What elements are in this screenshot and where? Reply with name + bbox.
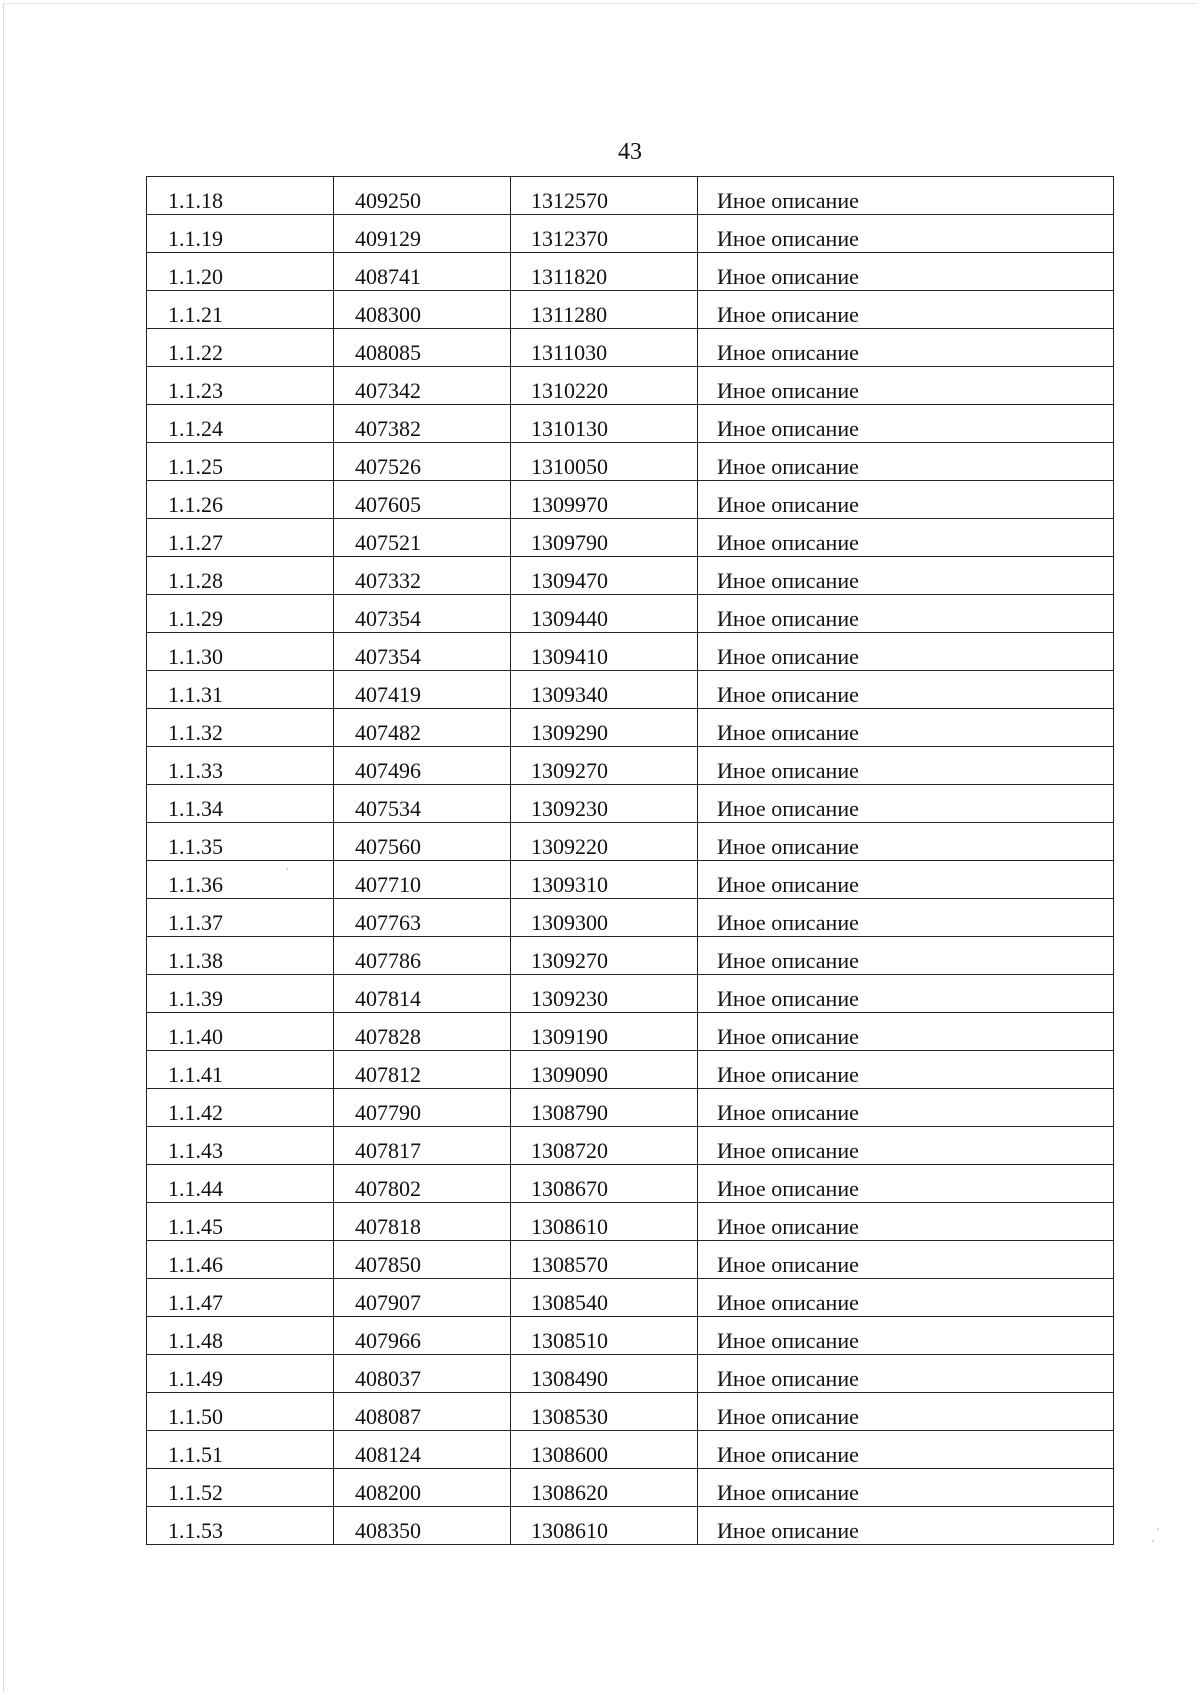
y-coordinate-cell: 1309300 — [511, 899, 698, 937]
x-coordinate-cell: 407496 — [334, 747, 511, 785]
y-coordinate-cell: 1309970 — [511, 481, 698, 519]
description-cell: Иное описание — [698, 291, 1114, 329]
description-cell: Иное описание — [698, 215, 1114, 253]
x-coordinate-cell: 407342 — [334, 367, 511, 405]
x-coordinate-cell: 407814 — [334, 975, 511, 1013]
point-number-cell: 1.1.42 — [147, 1089, 334, 1127]
x-coordinate-cell: 408300 — [334, 291, 511, 329]
y-coordinate-cell: 1308610 — [511, 1507, 698, 1545]
y-coordinate-cell: 1309270 — [511, 747, 698, 785]
point-number-cell: 1.1.29 — [147, 595, 334, 633]
point-number-cell: 1.1.46 — [147, 1241, 334, 1279]
y-coordinate-cell: 1308720 — [511, 1127, 698, 1165]
scan-speck — [286, 868, 288, 870]
point-number-cell: 1.1.50 — [147, 1393, 334, 1431]
description-cell: Иное описание — [698, 633, 1114, 671]
description-cell: Иное описание — [698, 1279, 1114, 1317]
description-cell: Иное описание — [698, 405, 1114, 443]
point-number-cell: 1.1.38 — [147, 937, 334, 975]
y-coordinate-cell: 1308790 — [511, 1089, 698, 1127]
table-row — [147, 975, 1114, 1013]
table-row — [147, 937, 1114, 975]
table-row — [147, 253, 1114, 291]
y-coordinate-cell: 1309340 — [511, 671, 698, 709]
y-coordinate-cell: 1308540 — [511, 1279, 698, 1317]
x-coordinate-cell: 407419 — [334, 671, 511, 709]
table-row — [147, 443, 1114, 481]
table-row — [147, 1089, 1114, 1127]
point-number-cell: 1.1.32 — [147, 709, 334, 747]
description-cell: Иное описание — [698, 1013, 1114, 1051]
table-row — [147, 1469, 1114, 1507]
y-coordinate-cell: 1310130 — [511, 405, 698, 443]
table-row — [147, 1279, 1114, 1317]
x-coordinate-cell: 408741 — [334, 253, 511, 291]
point-number-cell: 1.1.21 — [147, 291, 334, 329]
description-cell: Иное описание — [698, 443, 1114, 481]
table-row — [147, 291, 1114, 329]
point-number-cell: 1.1.36 — [147, 861, 334, 899]
y-coordinate-cell: 1310050 — [511, 443, 698, 481]
y-coordinate-cell: 1308670 — [511, 1165, 698, 1203]
coordinates-table — [146, 176, 1114, 1545]
x-coordinate-cell: 407560 — [334, 823, 511, 861]
table-row — [147, 1241, 1114, 1279]
y-coordinate-cell: 1309090 — [511, 1051, 698, 1089]
point-number-cell: 1.1.45 — [147, 1203, 334, 1241]
x-coordinate-cell: 407521 — [334, 519, 511, 557]
table-row — [147, 785, 1114, 823]
table-row — [147, 823, 1114, 861]
y-coordinate-cell: 1308530 — [511, 1393, 698, 1431]
table-row — [147, 1317, 1114, 1355]
point-number-cell: 1.1.43 — [147, 1127, 334, 1165]
point-number-cell: 1.1.52 — [147, 1469, 334, 1507]
description-cell: Иное описание — [698, 1089, 1114, 1127]
x-coordinate-cell: 407802 — [334, 1165, 511, 1203]
x-coordinate-cell: 407966 — [334, 1317, 511, 1355]
table-row — [147, 329, 1114, 367]
point-number-cell: 1.1.51 — [147, 1431, 334, 1469]
table-row — [147, 405, 1114, 443]
y-coordinate-cell: 1309470 — [511, 557, 698, 595]
page-number: 43 — [618, 139, 642, 165]
y-coordinate-cell: 1311820 — [511, 253, 698, 291]
description-cell: Иное описание — [698, 519, 1114, 557]
table-row — [147, 367, 1114, 405]
table-row — [147, 215, 1114, 253]
description-cell: Иное описание — [698, 1203, 1114, 1241]
point-number-cell: 1.1.41 — [147, 1051, 334, 1089]
table-row — [147, 519, 1114, 557]
point-number-cell: 1.1.20 — [147, 253, 334, 291]
y-coordinate-cell: 1310220 — [511, 367, 698, 405]
point-number-cell: 1.1.53 — [147, 1507, 334, 1545]
y-coordinate-cell: 1308600 — [511, 1431, 698, 1469]
x-coordinate-cell: 407710 — [334, 861, 511, 899]
table-row — [147, 481, 1114, 519]
y-coordinate-cell: 1309230 — [511, 785, 698, 823]
description-cell: Иное описание — [698, 823, 1114, 861]
y-coordinate-cell: 1309790 — [511, 519, 698, 557]
table-row — [147, 595, 1114, 633]
y-coordinate-cell: 1312370 — [511, 215, 698, 253]
x-coordinate-cell: 408200 — [334, 1469, 511, 1507]
point-number-cell: 1.1.28 — [147, 557, 334, 595]
point-number-cell: 1.1.37 — [147, 899, 334, 937]
scan-speck — [1157, 1528, 1159, 1530]
point-number-cell: 1.1.34 — [147, 785, 334, 823]
y-coordinate-cell: 1308510 — [511, 1317, 698, 1355]
x-coordinate-cell: 407482 — [334, 709, 511, 747]
description-cell: Иное описание — [698, 975, 1114, 1013]
description-cell: Иное описание — [698, 1431, 1114, 1469]
x-coordinate-cell: 407354 — [334, 595, 511, 633]
y-coordinate-cell: 1309410 — [511, 633, 698, 671]
description-cell: Иное описание — [698, 785, 1114, 823]
x-coordinate-cell: 407534 — [334, 785, 511, 823]
y-coordinate-cell: 1308610 — [511, 1203, 698, 1241]
description-cell: Иное описание — [698, 747, 1114, 785]
table-row — [147, 1013, 1114, 1051]
description-cell: Иное описание — [698, 1241, 1114, 1279]
description-cell: Иное описание — [698, 899, 1114, 937]
point-number-cell: 1.1.47 — [147, 1279, 334, 1317]
x-coordinate-cell: 407354 — [334, 633, 511, 671]
description-cell: Иное описание — [698, 253, 1114, 291]
description-cell: Иное описание — [698, 709, 1114, 747]
description-cell: Иное описание — [698, 1355, 1114, 1393]
point-number-cell: 1.1.49 — [147, 1355, 334, 1393]
x-coordinate-cell: 409250 — [334, 177, 511, 215]
x-coordinate-cell: 408037 — [334, 1355, 511, 1393]
x-coordinate-cell: 407526 — [334, 443, 511, 481]
point-number-cell: 1.1.30 — [147, 633, 334, 671]
table-row — [147, 1431, 1114, 1469]
y-coordinate-cell: 1309220 — [511, 823, 698, 861]
table-row — [147, 177, 1114, 215]
description-cell: Иное описание — [698, 1051, 1114, 1089]
table-row — [147, 1203, 1114, 1241]
point-number-cell: 1.1.48 — [147, 1317, 334, 1355]
point-number-cell: 1.1.35 — [147, 823, 334, 861]
description-cell: Иное описание — [698, 177, 1114, 215]
description-cell: Иное описание — [698, 671, 1114, 709]
point-number-cell: 1.1.44 — [147, 1165, 334, 1203]
description-cell: Иное описание — [698, 1127, 1114, 1165]
x-coordinate-cell: 408124 — [334, 1431, 511, 1469]
x-coordinate-cell: 407828 — [334, 1013, 511, 1051]
y-coordinate-cell: 1312570 — [511, 177, 698, 215]
point-number-cell: 1.1.26 — [147, 481, 334, 519]
y-coordinate-cell: 1311030 — [511, 329, 698, 367]
x-coordinate-cell: 407812 — [334, 1051, 511, 1089]
y-coordinate-cell: 1311280 — [511, 291, 698, 329]
point-number-cell: 1.1.19 — [147, 215, 334, 253]
x-coordinate-cell: 407818 — [334, 1203, 511, 1241]
point-number-cell: 1.1.33 — [147, 747, 334, 785]
description-cell: Иное описание — [698, 595, 1114, 633]
y-coordinate-cell: 1308490 — [511, 1355, 698, 1393]
x-coordinate-cell: 407382 — [334, 405, 511, 443]
description-cell: Иное описание — [698, 1393, 1114, 1431]
y-coordinate-cell: 1309290 — [511, 709, 698, 747]
point-number-cell: 1.1.31 — [147, 671, 334, 709]
description-cell: Иное описание — [698, 367, 1114, 405]
point-number-cell: 1.1.27 — [147, 519, 334, 557]
description-cell: Иное описание — [698, 557, 1114, 595]
x-coordinate-cell: 407763 — [334, 899, 511, 937]
table-row — [147, 1165, 1114, 1203]
table-row — [147, 1355, 1114, 1393]
x-coordinate-cell: 407907 — [334, 1279, 511, 1317]
table-row — [147, 1127, 1114, 1165]
x-coordinate-cell: 407817 — [334, 1127, 511, 1165]
description-cell: Иное описание — [698, 861, 1114, 899]
table-row — [147, 1393, 1114, 1431]
table-row — [147, 861, 1114, 899]
table-row — [147, 1507, 1114, 1545]
y-coordinate-cell: 1308570 — [511, 1241, 698, 1279]
table-row — [147, 899, 1114, 937]
x-coordinate-cell: 407605 — [334, 481, 511, 519]
table-row — [147, 671, 1114, 709]
description-cell: Иное описание — [698, 1317, 1114, 1355]
table-row — [147, 633, 1114, 671]
table-row — [147, 747, 1114, 785]
description-cell: Иное описание — [698, 329, 1114, 367]
x-coordinate-cell: 407332 — [334, 557, 511, 595]
point-number-cell: 1.1.22 — [147, 329, 334, 367]
table-row — [147, 1051, 1114, 1089]
y-coordinate-cell: 1309190 — [511, 1013, 698, 1051]
coordinates-table-body — [147, 177, 1114, 1545]
description-cell: Иное описание — [698, 1507, 1114, 1545]
description-cell: Иное описание — [698, 481, 1114, 519]
x-coordinate-cell: 408087 — [334, 1393, 511, 1431]
y-coordinate-cell: 1308620 — [511, 1469, 698, 1507]
x-coordinate-cell: 408085 — [334, 329, 511, 367]
description-cell: Иное описание — [698, 937, 1114, 975]
x-coordinate-cell: 407850 — [334, 1241, 511, 1279]
description-cell: Иное описание — [698, 1469, 1114, 1507]
x-coordinate-cell: 409129 — [334, 215, 511, 253]
y-coordinate-cell: 1309270 — [511, 937, 698, 975]
table-row — [147, 709, 1114, 747]
x-coordinate-cell: 407786 — [334, 937, 511, 975]
point-number-cell: 1.1.24 — [147, 405, 334, 443]
y-coordinate-cell: 1309230 — [511, 975, 698, 1013]
point-number-cell: 1.1.39 — [147, 975, 334, 1013]
scan-speck — [1152, 1540, 1154, 1542]
description-cell: Иное описание — [698, 1165, 1114, 1203]
y-coordinate-cell: 1309310 — [511, 861, 698, 899]
point-number-cell: 1.1.23 — [147, 367, 334, 405]
point-number-cell: 1.1.25 — [147, 443, 334, 481]
x-coordinate-cell: 407790 — [334, 1089, 511, 1127]
x-coordinate-cell: 408350 — [334, 1507, 511, 1545]
point-number-cell: 1.1.40 — [147, 1013, 334, 1051]
point-number-cell: 1.1.18 — [147, 177, 334, 215]
table-row — [147, 557, 1114, 595]
y-coordinate-cell: 1309440 — [511, 595, 698, 633]
